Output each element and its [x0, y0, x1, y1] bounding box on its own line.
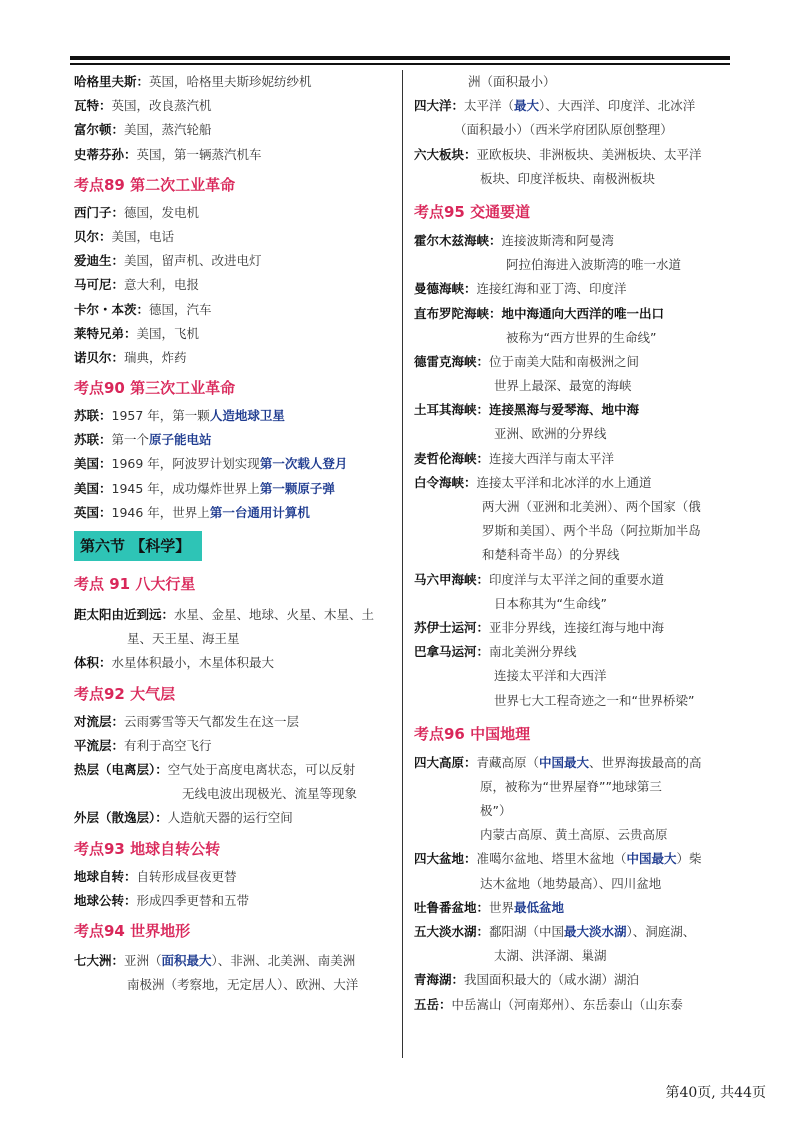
- heading-kaodian-94: 考点94 世界地形: [74, 921, 191, 940]
- entry-continuation: 洲（面积最小）: [468, 74, 556, 89]
- header-rule-thin: [70, 63, 730, 65]
- entry: 英国：1946 年，世界上第一台通用计算机: [74, 504, 310, 520]
- entry-continuation: 被称为“西方世界的生命线”: [506, 329, 657, 345]
- entry: 瓦特：英国，改良蒸汽机: [74, 98, 212, 114]
- entry: 对流层：云雨雾雪等天气都发生在这一层: [74, 713, 300, 729]
- entry: 霍尔木兹海峡：连接波斯湾和阿曼湾: [414, 232, 615, 248]
- entry-continuation: 亚洲、欧洲的分界线: [494, 426, 607, 442]
- entry: 马六甲海峡：印度洋与太平洋之间的重要水道: [414, 571, 665, 587]
- entry: 外层（散逸层）：人造航天器的运行空间: [74, 810, 293, 826]
- section-banner-science: 第六节 【科学】: [74, 531, 202, 561]
- heading-kaodian-92: 考点92 大气层: [74, 684, 176, 703]
- entry: 苏联：第一个原子能电站: [74, 432, 212, 448]
- entry: 白令海峡：连接太平洋和北冰洋的水上通道: [414, 474, 652, 490]
- entry-continuation: 极”）: [480, 803, 512, 819]
- entry-continuation: 太湖、洪泽湖、巢湖: [494, 948, 607, 964]
- entry-continuation: 罗斯和美国）、两个半岛（阿拉斯加半岛: [482, 523, 701, 539]
- entry-continuation: 星、天王星、海王星: [127, 631, 240, 647]
- entry-continuation: 阿拉伯海进入波斯湾的唯一水道: [506, 257, 682, 273]
- entry: 平流层：有利于高空飞行: [74, 737, 212, 753]
- section-header: [74, 531, 394, 563]
- entry: 美国：1945 年，成功爆炸世界上第一颗原子弹: [74, 480, 335, 496]
- heading-kaodian-95: 考点95 交通要道: [414, 202, 531, 221]
- entry-continuation: 原，被称为“世界屋脊””地球第三: [480, 778, 662, 794]
- header-rule-thick: [70, 56, 730, 60]
- entry-continuation: 达木盆地（地势最高）、四川盆地: [480, 875, 662, 891]
- entry: 诺贝尔：瑞典，炸药: [74, 349, 187, 365]
- heading-kaodian-96: 考点96 中国地理: [414, 724, 531, 743]
- entry: 吐鲁番盆地：世界最低盆地: [414, 899, 565, 915]
- entry: 四大盆地：准噶尔盆地、塔里木盆地（中国最大）柴: [414, 851, 702, 867]
- entry: 五大淡水湖：鄱阳湖（中国最大淡水湖）、洞庭湖、: [414, 924, 696, 939]
- entry-continuation: 日本称其为“生命线”: [494, 595, 607, 611]
- entry: 直布罗陀海峡：地中海通向大西洋的唯一出口: [414, 305, 665, 321]
- entry-continuation: 内蒙古高原、黄土高原、云贵高原: [480, 827, 668, 843]
- page-number: 第40页, 共44页: [665, 1085, 766, 1101]
- entry: 土耳其海峡：连接黑海与爱琴海、地中海: [414, 402, 640, 418]
- heading-kaodian-90: 考点90 第三次工业革命: [74, 379, 236, 398]
- entry: 六大板块：亚欧板块、非洲板块、美洲板块、太平洋: [414, 146, 702, 162]
- entry: 地球自转：自转形成昼夜更替: [74, 868, 237, 884]
- heading-kaodian-89: 考点89 第二次工业革命: [74, 175, 236, 194]
- entry-continuation: 世界七大工程奇迹之一和“世界桥梁”: [494, 692, 695, 708]
- entry: 哈格里夫斯：英国，哈格里夫斯珍妮纺纱机: [74, 74, 312, 89]
- entry: 体积：水星体积最小，木星体积最大: [74, 655, 275, 671]
- entry: 爱迪生：美国，留声机、改进电灯: [74, 253, 262, 269]
- right-column: [414, 70, 732, 1017]
- entry: 四大高原：青藏高原（中国最大、世界海拔最高的高: [414, 754, 702, 770]
- entry: 苏伊士运河：亚非分界线，连接红海与地中海: [414, 619, 665, 635]
- entry: 地球公转：形成四季更替和五带: [74, 892, 250, 908]
- entry-continuation: 连接太平洋和大西洋: [494, 668, 607, 684]
- entry: 四大洋：太平洋（最大）、大西洋、印度洋、北冰洋: [414, 98, 696, 114]
- entry: 巴拿马运河：南北美洲分界线: [414, 644, 577, 660]
- heading-kaodian-93: 考点93 地球自转公转: [74, 839, 221, 858]
- column-divider: [402, 70, 403, 1058]
- entry: 莱特兄弟：美国，飞机: [74, 325, 200, 341]
- entry: 曼德海峡：连接红海和亚丁湾、印度洋: [414, 281, 627, 297]
- entry: 贝尔：美国，电话: [74, 228, 175, 244]
- entry: 西门子：德国，发电机: [74, 204, 200, 220]
- entry: 麦哲伦海峡：连接大西洋与南太平洋: [414, 450, 615, 466]
- entry-continuation: 和楚科奇半岛）的分界线: [482, 547, 620, 563]
- entry: 五岳：中岳嵩山（河南郑州）、东岳泰山（山东泰: [414, 996, 683, 1012]
- entry: 美国：1969 年，阿波罗计划实现第一次载人登月: [74, 456, 348, 472]
- entry-continuation: 无线电波出现极光、流星等现象: [182, 786, 358, 802]
- entry-continuation: 两大洲（亚洲和北美洲）、两个国家（俄: [482, 499, 701, 514]
- entry-continuation: 世界上最深、最宽的海峡: [494, 378, 632, 394]
- entry: 史蒂芬孙：英国，第一辆蒸汽机车: [74, 146, 262, 162]
- entry: 富尔顿：美国，蒸汽轮船: [74, 122, 212, 138]
- entry: 热层（电离层）：空气处于高度电离状态，可以反射: [74, 761, 356, 777]
- heading-kaodian-91: 考点 91 八大行星: [74, 575, 196, 593]
- left-column: [74, 70, 394, 997]
- entry: 七大洲：亚洲（面积最大）、非洲、北美洲、南美洲: [74, 952, 356, 968]
- entry: 青海湖：我国面积最大的（咸水湖）湖泊: [414, 972, 640, 988]
- entry: 马可尼：意大利，电报: [74, 277, 200, 293]
- entry-continuation: （面积最小）（西米学府团队原创整理）: [454, 122, 673, 138]
- entry-continuation: 板块、印度洋板块、南极洲板块: [480, 170, 656, 186]
- entry: 卡尔・本茨：德国，汽车: [74, 301, 212, 317]
- entry-continuation: 南极洲（考察地，无定居人）、欧洲、大洋: [127, 977, 359, 993]
- entry: 德雷克海峡：位于南美大陆和南极洲之间: [414, 353, 640, 369]
- entry: 苏联：1957 年，第一颗人造地球卫星: [74, 408, 285, 424]
- entry: 距太阳由近到远：水星、金星、地球、火星、木星、土: [74, 607, 375, 622]
